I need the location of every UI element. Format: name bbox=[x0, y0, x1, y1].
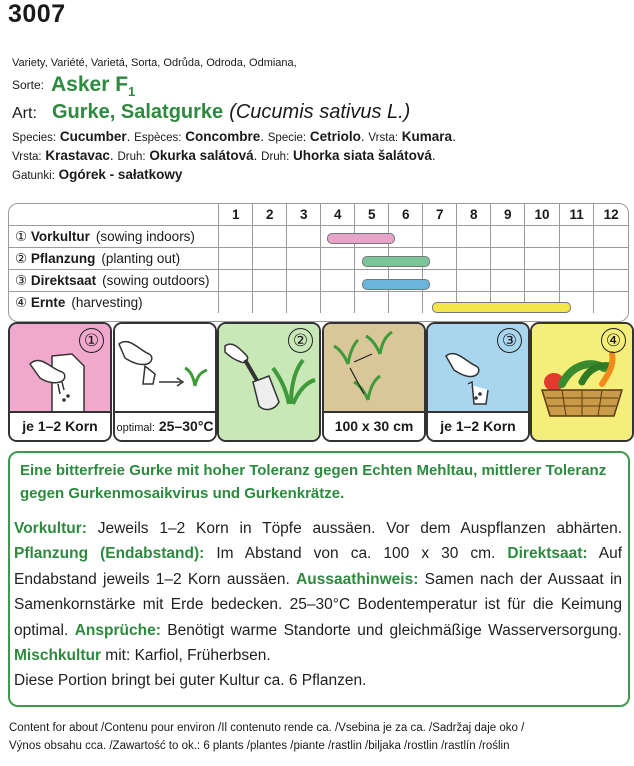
species-language-label: Species: bbox=[12, 132, 57, 144]
panel-harvest bbox=[530, 322, 634, 442]
month-cell bbox=[219, 292, 253, 314]
month-cell bbox=[525, 270, 560, 292]
species-line bbox=[12, 166, 182, 185]
month-cell bbox=[457, 248, 491, 270]
pflanzung-text: Im Abstand von ca. 100 x 30 cm. bbox=[204, 545, 508, 563]
month-cell bbox=[219, 270, 253, 292]
variety-name-text: Asker F bbox=[51, 73, 129, 96]
panel-sowing-outdoors bbox=[426, 322, 530, 442]
step-number-1: ① bbox=[79, 328, 104, 353]
panel-planting-out bbox=[217, 322, 321, 442]
product-code: 3007 bbox=[8, 0, 66, 28]
panel-sowing-indoors bbox=[8, 322, 112, 442]
activity-number: ② bbox=[15, 250, 28, 266]
month-cell bbox=[491, 248, 525, 270]
species-language-label: Druh: bbox=[261, 151, 290, 163]
month-cell bbox=[594, 226, 628, 248]
month-header: 5 bbox=[355, 204, 389, 226]
species-line: Species: Cucumber. Espèces: Concombre. Specie: Cetriolo. Vrsta: Kumara. bbox=[12, 129, 456, 144]
activity-name-de: Pflanzung bbox=[30, 250, 96, 266]
month-cell bbox=[219, 226, 253, 248]
plant-name bbox=[52, 101, 410, 124]
month-cell bbox=[287, 248, 321, 270]
month-cell bbox=[219, 248, 253, 270]
activity-cell bbox=[9, 270, 219, 292]
month-header: 4 bbox=[321, 204, 355, 226]
month-cell bbox=[559, 248, 594, 270]
description-body bbox=[14, 516, 622, 694]
activity-number: ③ bbox=[15, 272, 28, 288]
activity-cell bbox=[9, 226, 219, 248]
calendar-bar bbox=[362, 256, 430, 267]
month-cell bbox=[559, 270, 594, 292]
month-cell bbox=[594, 292, 628, 314]
description-paragraph bbox=[14, 516, 622, 668]
vorkultur-text: Jeweils 1–2 Korn in Töpfe aussäen. Vor dem Auspflanzen abhärten. bbox=[86, 520, 622, 537]
species-language-label: Druh: bbox=[117, 151, 146, 163]
calendar-bar bbox=[362, 279, 430, 290]
species-name: Cetriolo bbox=[309, 129, 361, 144]
step-number-2: ② bbox=[288, 328, 313, 353]
activity-name-de: Ernte bbox=[30, 294, 66, 310]
activity-cell bbox=[9, 292, 219, 314]
optimal-label: optimal: bbox=[116, 422, 155, 434]
month-header: 6 bbox=[389, 204, 423, 226]
calendar-table bbox=[9, 204, 628, 313]
species-name: Krastavac bbox=[45, 148, 110, 163]
species-language-label: Vrsta: bbox=[368, 132, 399, 144]
species-name: Cucumber bbox=[59, 129, 127, 144]
activity-name-en: (planting out) bbox=[101, 250, 181, 266]
content-footer-line-1: Content for about /Contenu pour environ /Il contenuto rende ca. /Vsebina je za ca. /Sadržaj daje oko / bbox=[9, 722, 525, 734]
calendar-row bbox=[9, 270, 628, 292]
activity-name-en: (sowing outdoors) bbox=[102, 272, 210, 288]
species-language-label: Specie: bbox=[267, 132, 307, 144]
activity-number: ① bbox=[15, 228, 28, 244]
month-cell bbox=[559, 226, 594, 248]
direktsaat-text: Auf Endabstand jeweils 1–2 Korn aussäen. bbox=[14, 545, 623, 588]
direktsaat-label: Direktsaat: bbox=[507, 545, 588, 563]
mischkultur-text: mit: Karfiol, Früherbsen. bbox=[100, 647, 271, 665]
variety-name-subscript: 1 bbox=[128, 84, 136, 100]
month-cell bbox=[457, 270, 491, 292]
panel-1-label: je 1–2 Korn bbox=[10, 411, 110, 440]
month-cell bbox=[525, 226, 560, 248]
month-header: 10 bbox=[525, 204, 560, 226]
latin-name: (Cucumis sativus L.) bbox=[229, 101, 411, 123]
panel-temperature bbox=[113, 322, 217, 442]
panel-4-label: 100 x 30 cm bbox=[324, 411, 424, 440]
species-language-label: Vrsta: bbox=[12, 151, 42, 163]
plant-spacing-icon bbox=[324, 324, 424, 414]
month-cell bbox=[525, 248, 560, 270]
plant-name-text: Gurke, Salatgurke bbox=[52, 101, 224, 123]
aussaathinweis-label: Aussaathinweis: bbox=[296, 570, 419, 588]
ansprueche-label: Ansprüche: bbox=[74, 621, 161, 639]
month-header: 11 bbox=[559, 204, 594, 226]
calendar-bar bbox=[327, 233, 395, 244]
activity-name-de: Vorkultur bbox=[30, 228, 90, 244]
content-footer-line-2: Výnos obsahu cca. /Zawartość to ok.: 6 plants /plantes /piante /rastlin /biljaka /rostlin /rastlín /roślin bbox=[9, 740, 510, 752]
description-box bbox=[8, 451, 630, 707]
month-cell bbox=[594, 248, 628, 270]
month-cell bbox=[287, 270, 321, 292]
calendar-row bbox=[9, 226, 628, 248]
month-cell bbox=[594, 270, 628, 292]
month-cell bbox=[491, 226, 525, 248]
hand-seed-sprout-icon bbox=[115, 324, 215, 414]
species-name: Kumara bbox=[401, 129, 453, 144]
calendar-bar bbox=[432, 302, 571, 313]
art-label: Art: bbox=[12, 105, 37, 122]
month-header: 2 bbox=[253, 204, 287, 226]
step-number-3: ③ bbox=[497, 328, 522, 353]
species-line: Vrsta: Krastavac. Druh: Okurka salátová. Druh: Uhorka siata šalátová. bbox=[12, 148, 436, 163]
sowing-calendar bbox=[8, 203, 629, 322]
species-name: Okurka salátová bbox=[149, 148, 254, 163]
calendar-header-row bbox=[9, 204, 628, 226]
aussaathinweis-text: Samen nach der Aussaat in Samenkornstärke mit Erde bedecken. 25–30°C Bodentemperatur ist für die Keimung optimal. bbox=[14, 570, 623, 639]
pflanzung-label: Pflanzung (Endabstand): bbox=[14, 545, 205, 563]
calendar-row bbox=[9, 248, 628, 270]
month-header: 12 bbox=[594, 204, 628, 226]
month-cell bbox=[253, 226, 287, 248]
variety-name bbox=[51, 73, 135, 99]
optimal-temperature: 25–30°C bbox=[158, 418, 214, 434]
month-cell bbox=[457, 226, 491, 248]
month-header: 3 bbox=[287, 204, 321, 226]
panel-spacing bbox=[322, 322, 426, 442]
activity-name-de: Direktsaat bbox=[30, 272, 97, 288]
month-cell bbox=[389, 292, 423, 314]
month-cell bbox=[287, 226, 321, 248]
activity-cell bbox=[9, 248, 219, 270]
species-name: Uhorka siata šalátová bbox=[293, 148, 432, 163]
mischkultur-label: Mischkultur bbox=[14, 647, 101, 665]
month-header: 1 bbox=[219, 204, 253, 226]
step-number-4: ④ bbox=[601, 328, 626, 353]
species-name: Ogórek - sałatkowy bbox=[58, 167, 183, 182]
activity-number: ④ bbox=[15, 294, 28, 310]
activity-name-en: (sowing indoors) bbox=[95, 228, 195, 244]
month-cell bbox=[321, 292, 355, 314]
month-header: 7 bbox=[423, 204, 457, 226]
sorte-label: Sorte: bbox=[12, 78, 45, 92]
species-language-label: Gatunki: bbox=[12, 170, 55, 182]
month-cell bbox=[253, 292, 287, 314]
species-name: Concombre bbox=[185, 129, 261, 144]
description-headline: Eine bitterfreie Gurke mit hoher Toleranz gegen Echten Mehltau, mittlerer Toleranz gegen Gurkenmosaikvirus und Gurkenkrätze. bbox=[20, 462, 607, 502]
month-cell bbox=[253, 248, 287, 270]
month-cell bbox=[355, 292, 389, 314]
month-cell bbox=[491, 270, 525, 292]
ansprueche-text: Benötigt warme Standorte und gleichmäßige Wasserversorgung. bbox=[160, 621, 622, 639]
month-cell bbox=[287, 292, 321, 314]
portion-note: Diese Portion bringt bei guter Kultur ca. 6 Pflanzen. bbox=[14, 672, 367, 690]
month-header: 8 bbox=[457, 204, 491, 226]
species-language-label: Espèces: bbox=[134, 132, 182, 144]
activity-name-en: (harvesting) bbox=[71, 294, 143, 310]
month-cell bbox=[423, 226, 457, 248]
vorkultur-label: Vorkultur: bbox=[14, 520, 87, 537]
month-header: 9 bbox=[491, 204, 525, 226]
month-cell bbox=[321, 248, 355, 270]
month-cell bbox=[253, 270, 287, 292]
month-cell bbox=[321, 270, 355, 292]
panel-5-label: je 1–2 Korn bbox=[428, 411, 528, 440]
calendar-corner bbox=[9, 204, 219, 226]
panel-2-label bbox=[115, 411, 215, 440]
variety-languages: Variety, Variété, Varietá, Sorta, Odrůda, Odroda, Odmiana, bbox=[12, 57, 297, 69]
